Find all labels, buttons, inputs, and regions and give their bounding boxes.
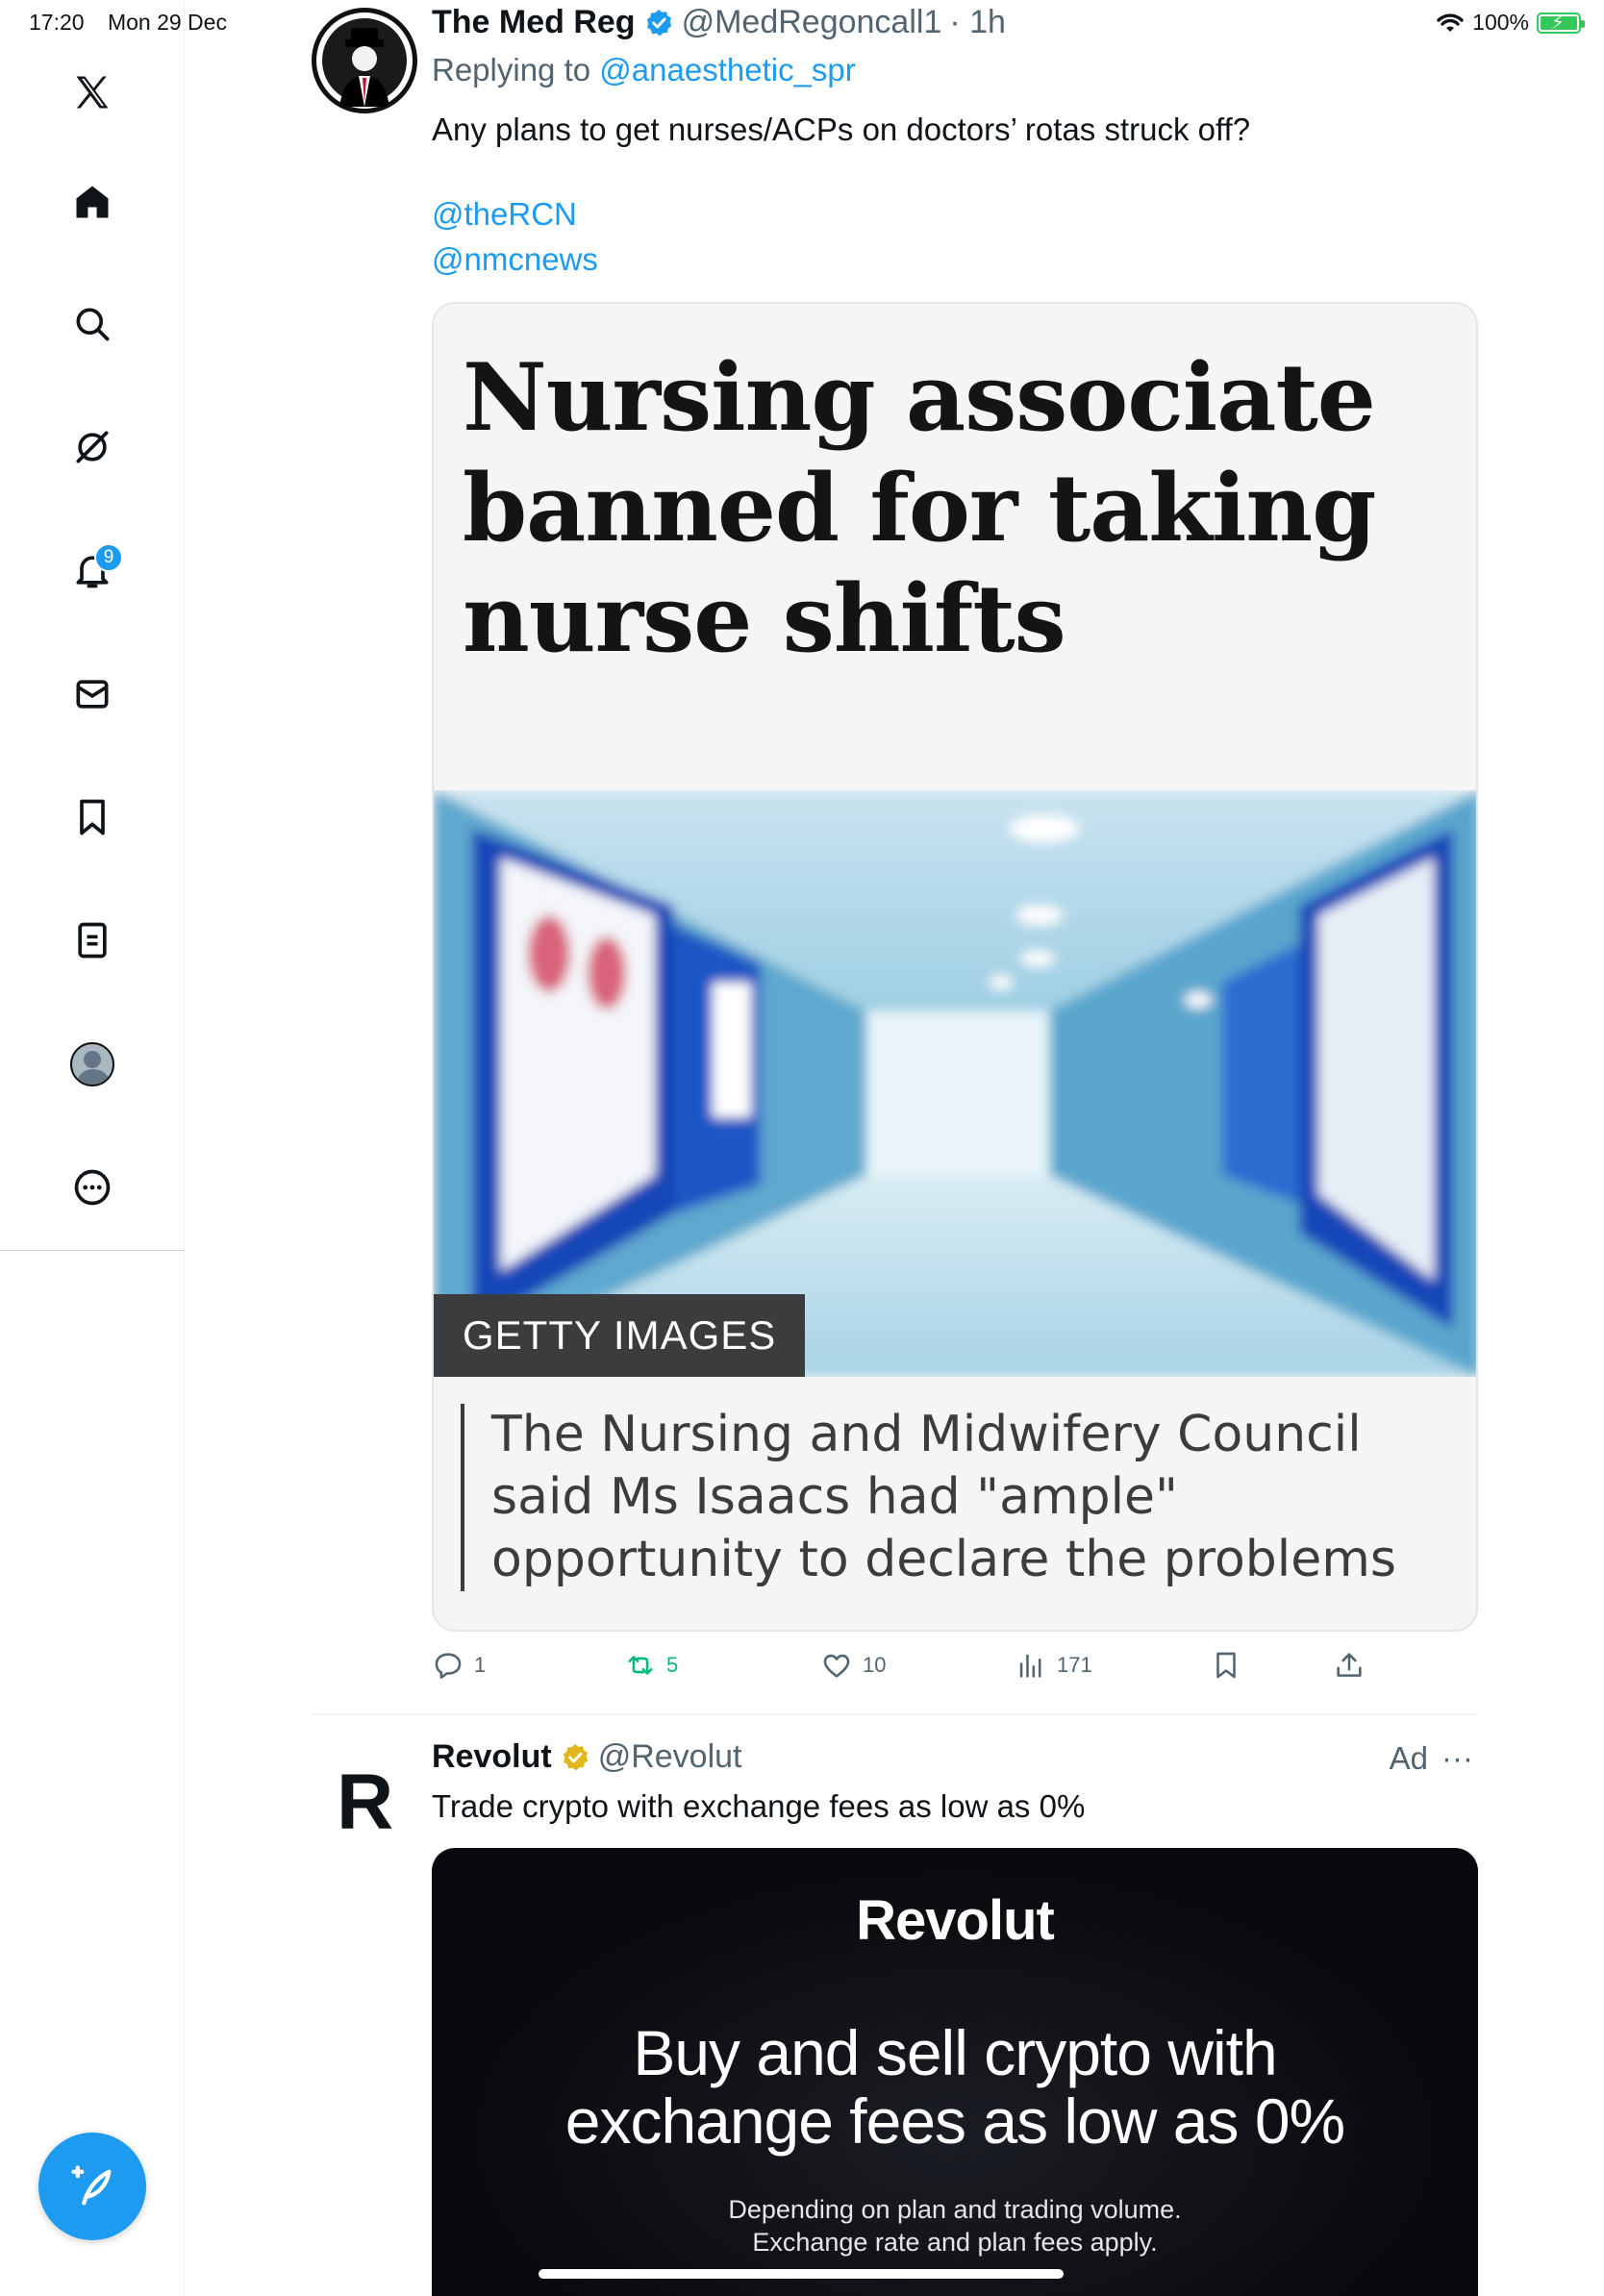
revolut-logo[interactable]: R — [337, 1759, 394, 1846]
sidebar-nav — [0, 0, 185, 2296]
view-count: 171 — [1057, 1653, 1092, 1677]
notification-badge: 9 — [94, 543, 123, 572]
ad-more-button[interactable]: ··· — [1441, 1740, 1473, 1776]
reply-count: 1 — [474, 1653, 487, 1677]
tweet-actions — [432, 1649, 1393, 1687]
grok-icon — [71, 426, 113, 468]
sidebar-item-messages[interactable] — [63, 665, 121, 723]
battery-icon: ⚡ — [1537, 12, 1581, 34]
verified-badge-icon — [643, 8, 674, 38]
sidebar-item-grok[interactable] — [63, 418, 121, 476]
like-count: 10 — [863, 1653, 887, 1677]
replying-to — [432, 52, 856, 88]
mention-link[interactable]: @theRCN — [432, 196, 577, 232]
battery-percent: 100% — [1472, 10, 1529, 35]
tweet-text: Any plans to get nurses/ACPs on doctors’ rotas struck off? — [432, 112, 1251, 147]
author-name[interactable]: The Med Reg — [432, 4, 636, 40]
compose-icon — [67, 2161, 117, 2211]
ad-media-card[interactable] — [432, 1848, 1478, 2296]
replying-prefix: Replying to — [432, 52, 591, 87]
heart-icon — [820, 1649, 853, 1682]
home-icon — [71, 181, 113, 223]
share-button[interactable] — [1333, 1649, 1366, 1682]
ad-subtext-line: Depending on plan and trading volume. — [728, 2195, 1182, 2224]
card-quote: The Nursing and Midwifery Council said Ms Isaacs had "ample" opportunity to declare the problems — [461, 1404, 1461, 1591]
list-icon — [71, 919, 113, 961]
bookmark-button[interactable] — [1210, 1649, 1242, 1682]
status-clock: 17:20 — [29, 10, 85, 35]
sidebar-item-lists[interactable] — [63, 911, 121, 969]
ad-label: Ad — [1389, 1740, 1429, 1776]
card-image — [434, 790, 1478, 1377]
retweet-icon — [624, 1649, 657, 1682]
status-date: Mon 29 Dec — [107, 10, 227, 35]
retweet-button[interactable] — [624, 1649, 678, 1682]
retweet-count: 5 — [666, 1653, 679, 1677]
sidebar-item-home[interactable] — [63, 173, 121, 231]
wifi-icon — [1436, 12, 1465, 34]
ad-header — [432, 1738, 741, 1776]
share-icon — [1333, 1649, 1366, 1682]
views-icon — [1015, 1649, 1047, 1682]
ad-subtext-line: Exchange rate and plan fees apply. — [752, 2227, 1158, 2257]
image-credit: GETTY IMAGES — [434, 1294, 805, 1377]
sidebar-divider — [0, 1250, 185, 1251]
ad-author-handle[interactable]: @Revolut — [597, 1738, 742, 1775]
ad-headline-line: Buy and sell crypto with — [633, 2017, 1277, 2088]
link-card[interactable] — [432, 302, 1478, 1632]
compose-button[interactable] — [38, 2133, 146, 2240]
ad-author-name[interactable]: Revolut — [432, 1738, 552, 1775]
bookmark-icon — [1210, 1649, 1242, 1682]
status-indicators — [1436, 10, 1581, 36]
ad-card-subtext — [432, 2194, 1478, 2259]
ad-headline-line: exchange fees as low as 0% — [564, 2085, 1345, 2158]
views-button[interactable] — [1015, 1649, 1092, 1682]
ad-card-headline — [432, 2019, 1478, 2157]
sidebar-item-notifications[interactable] — [63, 541, 121, 599]
verified-gold-badge-icon — [560, 1742, 590, 1773]
ad-card-brand: Revolut — [856, 1889, 1054, 1952]
author-avatar[interactable] — [312, 8, 417, 113]
ad-label-group — [1390, 1740, 1473, 1777]
mention-link[interactable]: @nmcnews — [432, 241, 598, 277]
card-headline: Nursing associate banned for taking nurse shifts — [463, 343, 1376, 674]
sidebar-item-bookmarks[interactable] — [63, 788, 121, 846]
sidebar-item-profile[interactable] — [63, 1036, 121, 1093]
author-handle[interactable]: @MedRegoncall1 — [681, 4, 942, 40]
sidebar-item-more[interactable] — [63, 1159, 121, 1216]
mail-icon — [71, 673, 113, 715]
more-icon — [71, 1166, 113, 1209]
ad-text: Trade crypto with exchange fees as low as 0% — [432, 1788, 1086, 1824]
bookmark-icon — [71, 796, 113, 838]
reply-button[interactable] — [432, 1649, 486, 1682]
tweet-header — [432, 4, 1006, 41]
sidebar-item-explore[interactable] — [63, 295, 121, 353]
profile-icon — [70, 1042, 114, 1086]
x-logo-icon[interactable] — [63, 63, 121, 121]
replying-to-mention[interactable]: @anaesthetic_spr — [599, 52, 856, 87]
home-indicator[interactable] — [539, 2269, 1064, 2279]
tweet-divider — [312, 1713, 1478, 1715]
search-icon — [71, 303, 113, 345]
like-button[interactable] — [820, 1649, 886, 1682]
tweet-timestamp[interactable]: · 1h — [949, 4, 1006, 40]
reply-icon — [432, 1649, 464, 1682]
